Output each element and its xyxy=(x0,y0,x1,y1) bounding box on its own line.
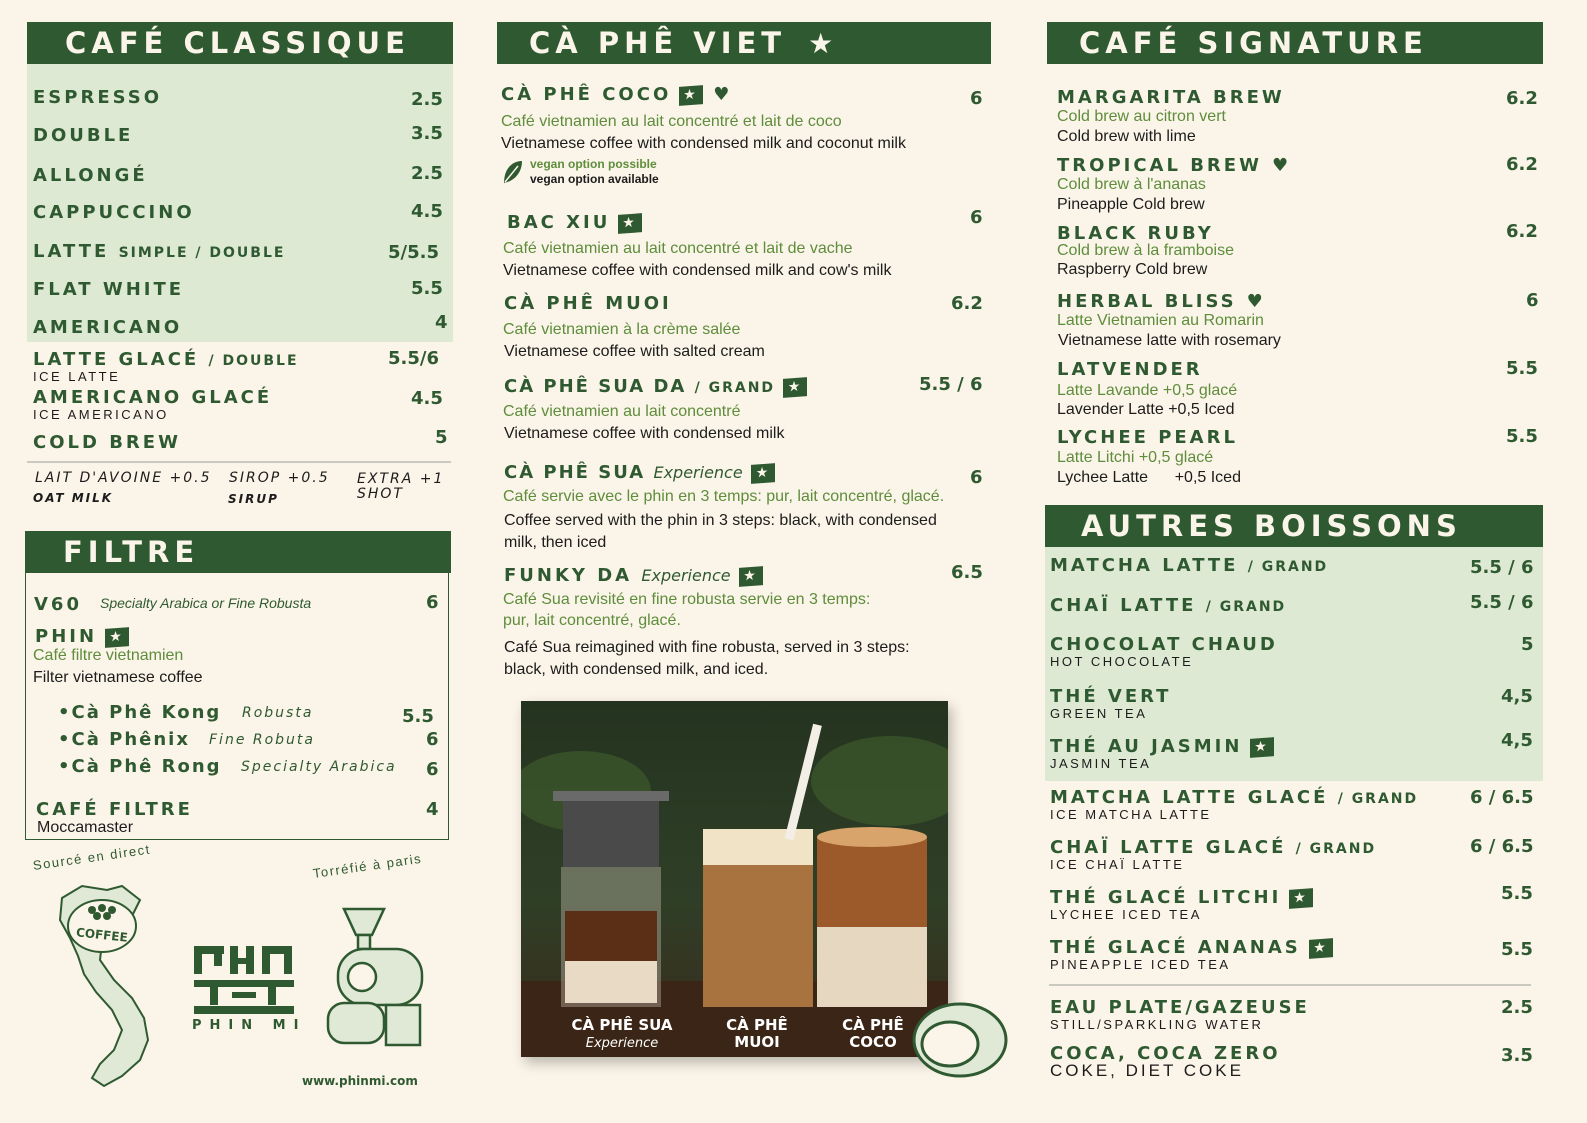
vietnam-map-icon xyxy=(52,880,157,1088)
photo-label xyxy=(712,1017,802,1051)
item-bean: Robusta xyxy=(242,705,314,721)
extra-sub: SIRUP xyxy=(228,492,279,506)
item-name-main: CÀ PHÊ SUA xyxy=(504,462,646,483)
heart-icon: ♥ xyxy=(1271,155,1292,176)
item-name-main: THÉ AU JASMIN xyxy=(1050,736,1243,757)
item-subtitle: PINEAPPLE ICED TEA xyxy=(1050,957,1231,972)
item-price: 5 xyxy=(435,427,448,448)
item-english: Café Sua reimagined with fine robusta, served in 3 steps: xyxy=(504,639,910,656)
item-name xyxy=(1057,155,1291,176)
coconut-icon xyxy=(910,998,1010,1080)
viet-title: CÀ PHÊ VIET xyxy=(529,26,787,60)
star-flag-icon: ★ xyxy=(1309,938,1333,959)
item-price: 6 / 6.5 xyxy=(1470,836,1534,857)
item-price: 5.5 xyxy=(1501,883,1533,904)
item-english: Vietnamese latte with rosemary xyxy=(1058,332,1281,349)
item-price: 6 xyxy=(970,467,983,488)
item-name: •Cà Phê Rong xyxy=(58,756,222,777)
item-name xyxy=(507,212,642,233)
item-price: 5.5 xyxy=(1506,358,1538,379)
item-name-main: MATCHA LATTE xyxy=(1050,555,1239,576)
star-flag-icon: ★ xyxy=(1250,737,1274,758)
star-flag-icon: ★ xyxy=(783,377,807,398)
item-price: 4 xyxy=(426,799,439,820)
item-french: Café vietnamien au lait concentré xyxy=(503,403,741,420)
item-name-size: / GRAND xyxy=(1205,599,1287,615)
signature-header xyxy=(1047,22,1543,64)
item-name xyxy=(504,565,763,586)
item-price: 4,5 xyxy=(1501,730,1533,751)
item-name: COLD BREW xyxy=(33,432,181,453)
item-name-size: / GRAND xyxy=(1247,559,1329,575)
item-name: COCA, COCA ZERO xyxy=(1050,1043,1281,1064)
item-name: AMERICANO xyxy=(33,317,183,338)
roasted-caption: Torréfié à paris xyxy=(311,850,423,881)
item-price: 5.5 / 6 xyxy=(1470,592,1534,613)
item-price: 4 xyxy=(435,312,448,333)
item-english: Pineapple Cold brew xyxy=(1057,196,1205,213)
photo-label-line: Experience xyxy=(585,1036,659,1051)
item-name-main: FUNKY DA xyxy=(504,565,633,586)
item-name-main: CHAÏ LATTE xyxy=(1050,595,1197,616)
item-english: Lychee Latte +0,5 Iced xyxy=(1057,469,1241,486)
item-subtitle: COKE, DIET COKE xyxy=(1050,1061,1244,1080)
item-french: pur, lait concentré, glacé. xyxy=(503,612,681,629)
phin-mi-logo-icon xyxy=(192,944,298,1016)
heart-icon: ♥ xyxy=(713,84,733,105)
item-english: Vietnamese coffee with condensed milk and coconut milk xyxy=(501,135,906,152)
item-name xyxy=(1050,837,1376,858)
item-french: Café vietnamien à la crème salée xyxy=(503,321,741,338)
star-icon: ★ xyxy=(808,26,839,60)
item-english: Lavender Latte +0,5 Iced xyxy=(1057,401,1235,418)
item-name-main: HERBAL BLISS xyxy=(1057,291,1237,312)
item-price: 3.5 xyxy=(1501,1045,1533,1066)
item-price: 6 xyxy=(970,88,983,109)
item-english: Cold brew with lime xyxy=(1057,128,1196,145)
item-name xyxy=(1050,887,1313,908)
item-name-main: CÀ PHÊ SUA DA xyxy=(504,376,687,397)
item-price: 6 xyxy=(1526,290,1539,311)
star-flag-icon: ★ xyxy=(618,213,642,234)
extra-sub: SHOT xyxy=(357,486,404,502)
extra-sub: OAT MILK xyxy=(33,491,114,505)
vegan-english: vegan option available xyxy=(530,172,659,186)
item-subtitle: Moccamaster xyxy=(37,819,134,836)
item-name: BLACK RUBY xyxy=(1057,223,1214,244)
photo-label-line: COCO xyxy=(849,1033,897,1051)
leaf-icon xyxy=(502,159,524,185)
item-subtitle: ICE CHAÏ LATTE xyxy=(1050,857,1185,872)
item-name-main: LATTE GLACÉ xyxy=(33,349,200,370)
autres-header xyxy=(1045,505,1543,547)
item-subtitle: HOT CHOCOLATE xyxy=(1050,654,1194,669)
item-price: 5/5.5 xyxy=(388,242,439,263)
item-price: 5.5 xyxy=(411,278,443,299)
item-price: 5.5 / 6 xyxy=(919,374,983,395)
item-name-main: MATCHA LATTE GLACÉ xyxy=(1050,787,1329,808)
item-name-main: THÉ GLACÉ LITCHI xyxy=(1050,887,1282,908)
photo-label-line: MUOI xyxy=(734,1033,780,1051)
item-bean: Fine Robuta xyxy=(209,732,315,748)
coffee-roaster-icon xyxy=(324,905,430,1053)
item-name: AMERICANO GLACÉ xyxy=(33,387,273,408)
item-name-main: BAC XIU xyxy=(507,212,611,233)
item-name: ESPRESSO xyxy=(33,87,163,108)
filtre-title: FILTRE xyxy=(63,535,200,569)
item-name: CÀ PHÊ MUOI xyxy=(504,293,672,314)
item-name xyxy=(1050,787,1418,808)
item-name xyxy=(1057,291,1266,312)
item-price: 6.2 xyxy=(951,293,983,314)
website-url: www.phinmi.com xyxy=(302,1074,418,1088)
item-french: Cold brew à l'ananas xyxy=(1057,176,1206,193)
item-price: 3.5 xyxy=(411,123,443,144)
item-french: Café Sua revisité en fine robusta servie en 3 temps: xyxy=(503,591,871,608)
item-price: 5.5 xyxy=(1506,426,1538,447)
item-price: 5.5 xyxy=(1501,939,1533,960)
photo-label-line: CÀ PHÊ xyxy=(842,1016,904,1034)
item-english: black, with condensed milk, and iced. xyxy=(504,661,769,678)
extra-label: EXTRA +1 xyxy=(357,471,445,487)
drinks-photo xyxy=(521,701,948,1057)
item-name: CAFÉ FILTRE xyxy=(36,799,193,820)
autres-title: AUTRES BOISSONS xyxy=(1081,509,1462,543)
item-price: 6.5 xyxy=(951,562,983,583)
item-price: 6 xyxy=(970,207,983,228)
classique-header xyxy=(27,22,453,64)
star-flag-icon: ★ xyxy=(105,627,129,648)
item-price: 5.5/6 xyxy=(388,348,439,369)
item-name-italic: Experience xyxy=(641,566,731,585)
item-english: Vietnamese coffee with salted cream xyxy=(504,343,765,360)
filtre-header xyxy=(25,531,451,573)
item-price: 6.2 xyxy=(1506,88,1538,109)
item-name-main: TROPICAL BREW xyxy=(1057,155,1262,176)
divider xyxy=(1049,984,1531,986)
item-french: Café servie avec le phin en 3 temps: pur, lait concentré, glacé. xyxy=(503,488,945,505)
item-price: 6 xyxy=(426,729,439,750)
item-price: 4,5 xyxy=(1501,686,1533,707)
item-price: 6 xyxy=(426,592,439,613)
item-name-size: / GRAND xyxy=(694,380,776,396)
item-bean: Specialty Arabica xyxy=(241,759,397,775)
star-flag-icon: ★ xyxy=(751,463,775,484)
divider xyxy=(27,461,451,463)
item-english: Coffee served with the phin in 3 steps: black, with condensed xyxy=(504,512,937,529)
item-name xyxy=(33,349,299,370)
item-price: 6.2 xyxy=(1506,221,1538,242)
item-price: 4.5 xyxy=(411,388,443,409)
item-name xyxy=(1050,595,1286,616)
item-name: CAPPUCCINO xyxy=(33,202,195,223)
item-name xyxy=(35,626,129,647)
sourced-caption: Sourcé en direct xyxy=(31,841,152,873)
item-name-italic: Experience xyxy=(653,463,743,482)
item-french: Latte Lavande +0,5 glacé xyxy=(1057,382,1238,399)
photo-label xyxy=(560,1017,684,1052)
item-subtitle: ICE AMERICANO xyxy=(33,407,169,422)
item-subtitle: ICE LATTE xyxy=(33,369,121,384)
item-english: Vietnamese coffee with condensed milk and cow's milk xyxy=(503,262,892,279)
item-name: DOUBLE xyxy=(33,125,134,146)
item-description: Specialty Arabica or Fine Robusta xyxy=(100,595,312,611)
item-french: Cold brew au citron vert xyxy=(1057,108,1226,125)
item-subtitle: GREEN TEA xyxy=(1050,706,1148,721)
item-subtitle: LYCHEE ICED TEA xyxy=(1050,907,1202,922)
item-french: Café vietnamien au lait concentré et lait de vache xyxy=(503,240,853,257)
item-name-main: LATTE xyxy=(33,241,110,262)
item-name-size: / DOUBLE xyxy=(208,353,299,369)
item-price: 6 / 6.5 xyxy=(1470,787,1534,808)
star-flag-icon: ★ xyxy=(1289,888,1313,909)
item-name xyxy=(33,241,285,262)
item-name: EAU PLATE/GAZEUSE xyxy=(1050,997,1310,1018)
logo-text: PHIN MI xyxy=(192,1018,307,1033)
classique-title: CAFÉ CLASSIQUE xyxy=(65,26,410,60)
item-name xyxy=(1050,736,1274,757)
drinks-illustration xyxy=(521,701,948,1057)
item-name-main: CHAÏ LATTE GLACÉ xyxy=(1050,837,1287,858)
item-price: 4.5 xyxy=(411,201,443,222)
item-french: Café filtre vietnamien xyxy=(33,647,184,664)
item-name-size: / GRAND xyxy=(1295,841,1377,857)
item-english: Raspberry Cold brew xyxy=(1057,261,1208,278)
item-name xyxy=(504,462,775,483)
item-name: CHOCOLAT CHAUD xyxy=(1050,634,1278,655)
item-price: 6 xyxy=(426,759,439,780)
item-french: Cold brew à la framboise xyxy=(1057,242,1234,259)
item-price: 2.5 xyxy=(411,89,443,110)
vegan-french: vegan option possible xyxy=(530,157,657,171)
item-name-main: THÉ GLACÉ ANANAS xyxy=(1050,937,1301,958)
item-name: V60 xyxy=(34,594,82,615)
item-english: Filter vietnamese coffee xyxy=(33,669,203,686)
item-price: 5.5 xyxy=(402,706,434,727)
coffee-sack-label: COFFEE xyxy=(75,925,129,945)
item-french: Latte Litchi +0,5 glacé xyxy=(1057,449,1214,466)
star-flag-icon: ★ xyxy=(739,566,763,587)
item-subtitle: JASMIN TEA xyxy=(1050,756,1152,771)
extra-label: SIROP +0.5 xyxy=(229,470,330,486)
item-name-size: SIMPLE / DOUBLE xyxy=(118,245,286,261)
photo-label-line: CÀ PHÊ SUA xyxy=(571,1016,673,1034)
star-flag-icon: ★ xyxy=(679,85,703,106)
item-price: 6.2 xyxy=(1506,154,1538,175)
item-name: THÉ VERT xyxy=(1050,686,1172,707)
item-name-main: CÀ PHÊ COCO xyxy=(501,84,672,105)
item-name: MARGARITA BREW xyxy=(1057,87,1285,108)
item-english: Vietnamese coffee with condensed milk xyxy=(504,425,785,442)
extra-label: LAIT D'AVOINE +0.5 xyxy=(35,470,212,486)
photo-label xyxy=(828,1017,918,1051)
photo-label-line: CÀ PHÊ xyxy=(726,1016,788,1034)
item-name: LYCHEE PEARL xyxy=(1057,427,1238,448)
item-name: •Cà Phênix xyxy=(58,729,190,750)
signature-title: CAFÉ SIGNATURE xyxy=(1079,26,1428,60)
item-french: Café vietnamien au lait concentré et lait de coco xyxy=(501,113,842,130)
item-name: •Cà Phê Kong xyxy=(58,702,222,723)
viet-header xyxy=(497,22,991,64)
item-name xyxy=(1050,555,1328,576)
item-english: milk, then iced xyxy=(504,534,607,551)
item-price: 5 xyxy=(1521,634,1534,655)
item-name: ALLONGÉ xyxy=(33,165,148,186)
item-subtitle: ICE MATCHA LATTE xyxy=(1050,807,1212,822)
item-price: 5.5 / 6 xyxy=(1470,557,1534,578)
heart-icon: ♥ xyxy=(1246,291,1266,312)
item-price: 2.5 xyxy=(1501,997,1533,1018)
item-name xyxy=(1050,937,1333,958)
item-name: FLAT WHITE xyxy=(33,279,185,300)
item-name: LATVENDER xyxy=(1057,359,1203,380)
item-name-main: PHIN xyxy=(35,626,98,647)
item-french: Latte Vietnamien au Romarin xyxy=(1057,312,1264,329)
item-price: 2.5 xyxy=(411,163,443,184)
item-name-size: / GRAND xyxy=(1337,791,1419,807)
item-subtitle: STILL/SPARKLING WATER xyxy=(1050,1017,1264,1032)
item-name xyxy=(504,376,807,397)
item-name xyxy=(501,84,732,105)
